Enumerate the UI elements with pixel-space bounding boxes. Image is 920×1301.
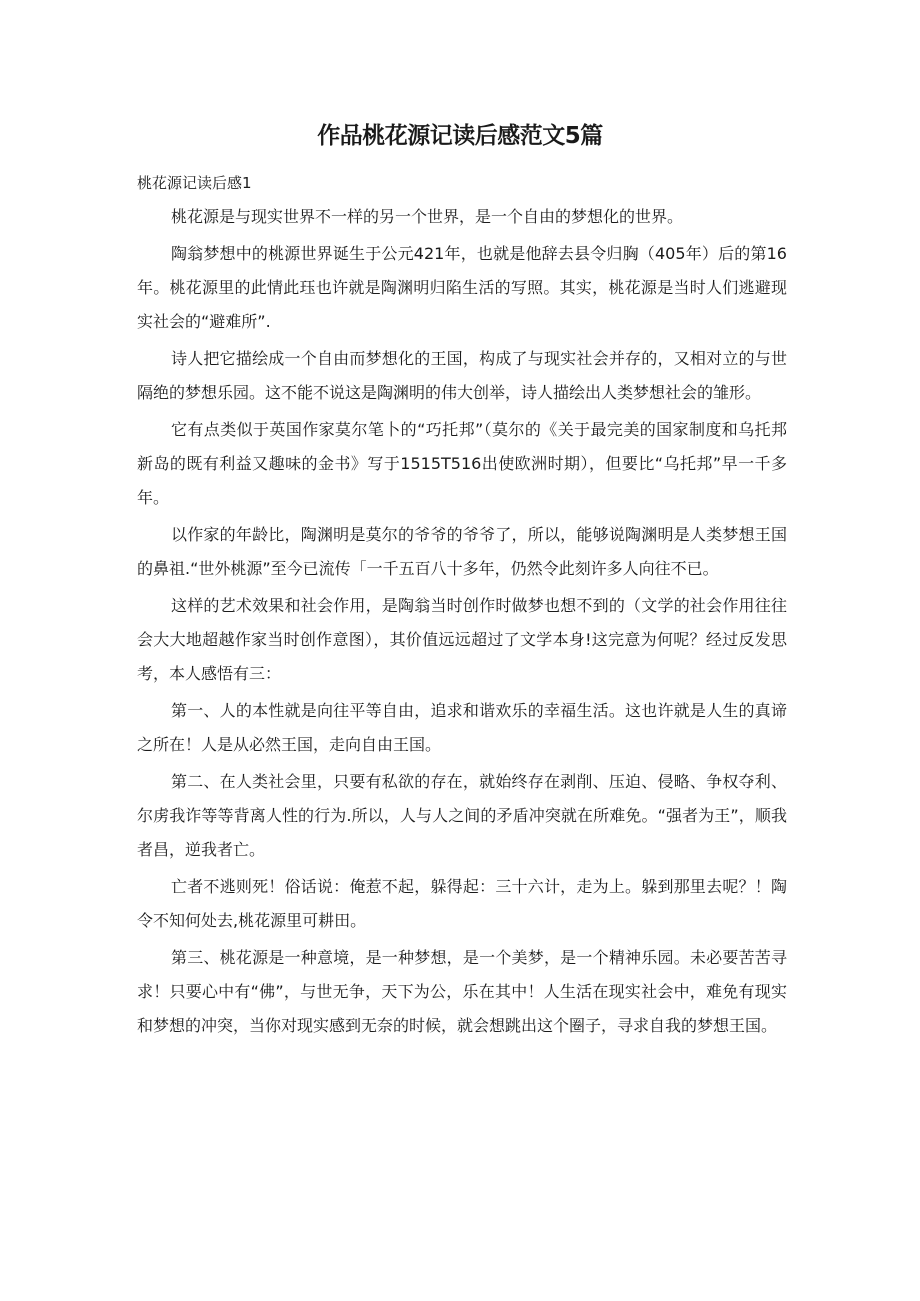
paragraph: 以作家的年龄比，陶渊明是莫尔的爷爷的爷爷了，所以，能够说陶渊明是人类梦想王国的鼻祖.“世外桃源”至今已流传「一千五百八十多年，仍然令此刻许多人向往不已。	[137, 525, 787, 578]
paragraph: 第一、人的本性就是向往平等自由，追求和谐欢乐的幸福生活。这也许就是人生的真谛之所在！人是从必然王国，走向自由王国。	[137, 701, 787, 754]
paragraph: 第二、在人类社会里，只要有私欲的存在，就始终存在剥削、压迫、侵略、争权夺利、尔虏我诈等等背离人性的行为.所以，人与人之间的矛盾冲突就在所难免。“强者为王”，顺我者昌，逆我者亡。	[137, 772, 787, 859]
document-body	[137, 200, 787, 1043]
paragraph: 亡者不逃则死！俗话说：俺惹不起，躲得起：三十六计，走为上。躲到那里去呢？！陶令不知何处去,桃花源里可耕田。	[137, 877, 787, 930]
paragraph: 这样的艺术效果和社会作用，是陶翁当时创作时做梦也想不到的（文学的社会作用往往会大大地超越作家当时创作意图），其价值远远超过了文学本身!这完意为何呢？经过反发思考，本人感悟有三：	[137, 596, 787, 683]
paragraph: 它有点类似于英国作家莫尔笔卜的“巧托邦”（莫尔的《关于最完美的国家制度和乌托邦新岛的既有利益又趣味的金书》写于1515T516出使欧洲时期），但要比“乌托邦”早一千多年。	[137, 420, 787, 507]
paragraph: 诗人把它描绘成一个自由而梦想化的王国，构成了与现实社会并存的，又相对立的与世隔绝的梦想乐园。这不能不说这是陶渊明的伟大创举，诗人描绘出人类梦想社会的雏形。	[137, 349, 787, 402]
paragraph: 桃花源是与现实世界不一样的另一个世界，是一个自由的梦想化的世界。	[171, 207, 684, 226]
section-heading: 桃花源记读后感1	[137, 174, 252, 192]
paragraph: 第三、桃花源是一种意境，是一种梦想，是一个美梦，是一个精神乐园。未必要苦苦寻求！只要心中有“佛”，与世无争，天下为公，乐在其中！人生活在现实社会中，难免有现实和梦想的冲突，当你对现实感到无奈的时候，就会想跳出这个圈子，寻求自我的梦想王国。	[137, 948, 787, 1035]
document-title: 作品桃花源记读后感范文5篇	[317, 123, 603, 149]
paragraph: 陶翁梦想中的桃源世界诞生于公元421年，也就是他辞去县令归胸（405年）后的第16年。桃花源里的此情此珏也许就是陶渊明归陷生活的写照。其实，桃花源是当时人们逃避现实社会的“避难所”.	[137, 244, 787, 331]
